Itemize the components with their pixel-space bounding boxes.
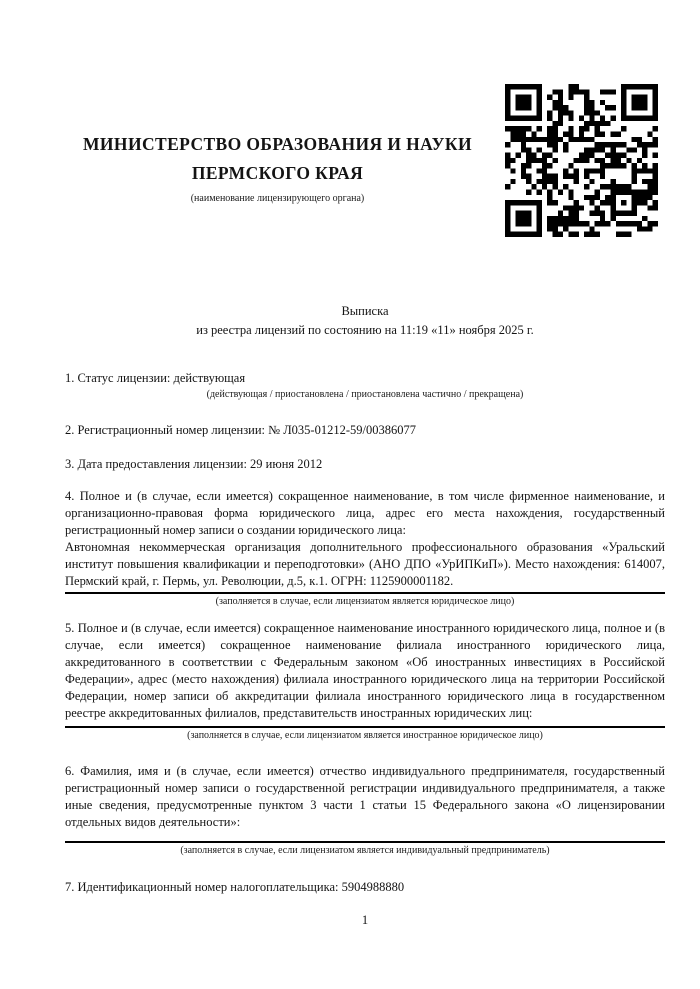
document-title-line2: из реестра лицензий по состоянию на 11:19 «11» ноября 2025 г. — [196, 323, 534, 337]
item-7-taxpayer-number: 7. Идентификационный номер налогоплательщика: 5904988880 — [65, 880, 405, 894]
authority-name-caption: (наименование лицензирующего органа) — [190, 193, 365, 204]
item-6-fill-line — [65, 841, 665, 843]
item-5-foreign-entity-prompt: 5. Полное и (в случае, если имеется) сокращенное наименование иностранного юридического лица, полное и (в случае, если имеется) сокращенное наименование филиала иностранного юридического лица, аккредитованного в соответствии с Федеральным законом «Об иностранных инвестициях в Российской Федерации», адрес (место нахождения) филиала иностранного юридического лица на территории Российской Федерации, номер записи об аккредитации филиала иностранного юридического лица в государственном реестре аккредитованных филиалов, представительств иностранных юридических лиц: — [65, 621, 665, 720]
authority-name-line2: ПЕРМСКОГО КРАЯ — [191, 163, 364, 183]
document-title — [65, 302, 665, 340]
document-title-line1: Выписка — [341, 304, 389, 318]
item-5-caption: (заполняется в случае, если лицензиатом является иностранное юридическое лицо) — [187, 730, 543, 741]
document-body — [65, 302, 665, 929]
page-number: 1 — [361, 913, 369, 927]
item-4-legal-entity-prompt: 4. Полное и (в случае, если имеется) сокращенное наименование, в том числе фирменное наименование, и организационно-правовая форма юридического лица, адрес его места нахождения, государственный регистрационный номер записи о создании юридического лица: — [65, 489, 665, 537]
item-2-registration-number: 2. Регистрационный номер лицензии: № Л035-01212-59/00386077 — [65, 423, 416, 437]
item-4-caption: (заполняется в случае, если лицензиатом является юридическое лицо) — [215, 596, 515, 607]
qr-code — [505, 84, 658, 237]
item-3-grant-date: 3. Дата предоставления лицензии: 29 июня 2012 — [65, 457, 323, 471]
issuing-authority-header — [65, 130, 490, 205]
item-1-license-status: 1. Статус лицензии: действующая — [65, 371, 246, 385]
item-5-fill-line — [65, 726, 665, 728]
item-6-entrepreneur-prompt: 6. Фамилия, имя и (в случае, если имеется) отчество индивидуального предпринимателя, государственный регистрационный номер записи о государственной регистрации индивидуального предпринимателя, а также иные сведения, предусмотренные пунктом 3 части 1 статьи 15 Федерального закона «О лицензировании отдельных видов деятельности»: — [65, 764, 665, 829]
authority-name-line1: МИНИСТЕРСТВО ОБРАЗОВАНИЯ И НАУКИ — [83, 134, 472, 154]
qr-code-image — [505, 84, 658, 237]
item-6-caption: (заполняется в случае, если лицензиатом является индивидуальный предприниматель) — [180, 845, 550, 856]
item-1-caption: (действующая / приостановлена / приостановлена частично / прекращена) — [206, 389, 524, 400]
item-4-fill-line — [65, 592, 665, 594]
item-4-legal-entity-value: Автономная некоммерческая организация дополнительного профессионального образования «Уральский институт повышения квалификации и переподготовки» (АНО ДПО «УрИПКиП»). Место нахождения: 614007, Пермский край, г. Пермь, ул. Революции, д.5, к.1. ОГРН: 1125900001182. — [65, 540, 665, 588]
